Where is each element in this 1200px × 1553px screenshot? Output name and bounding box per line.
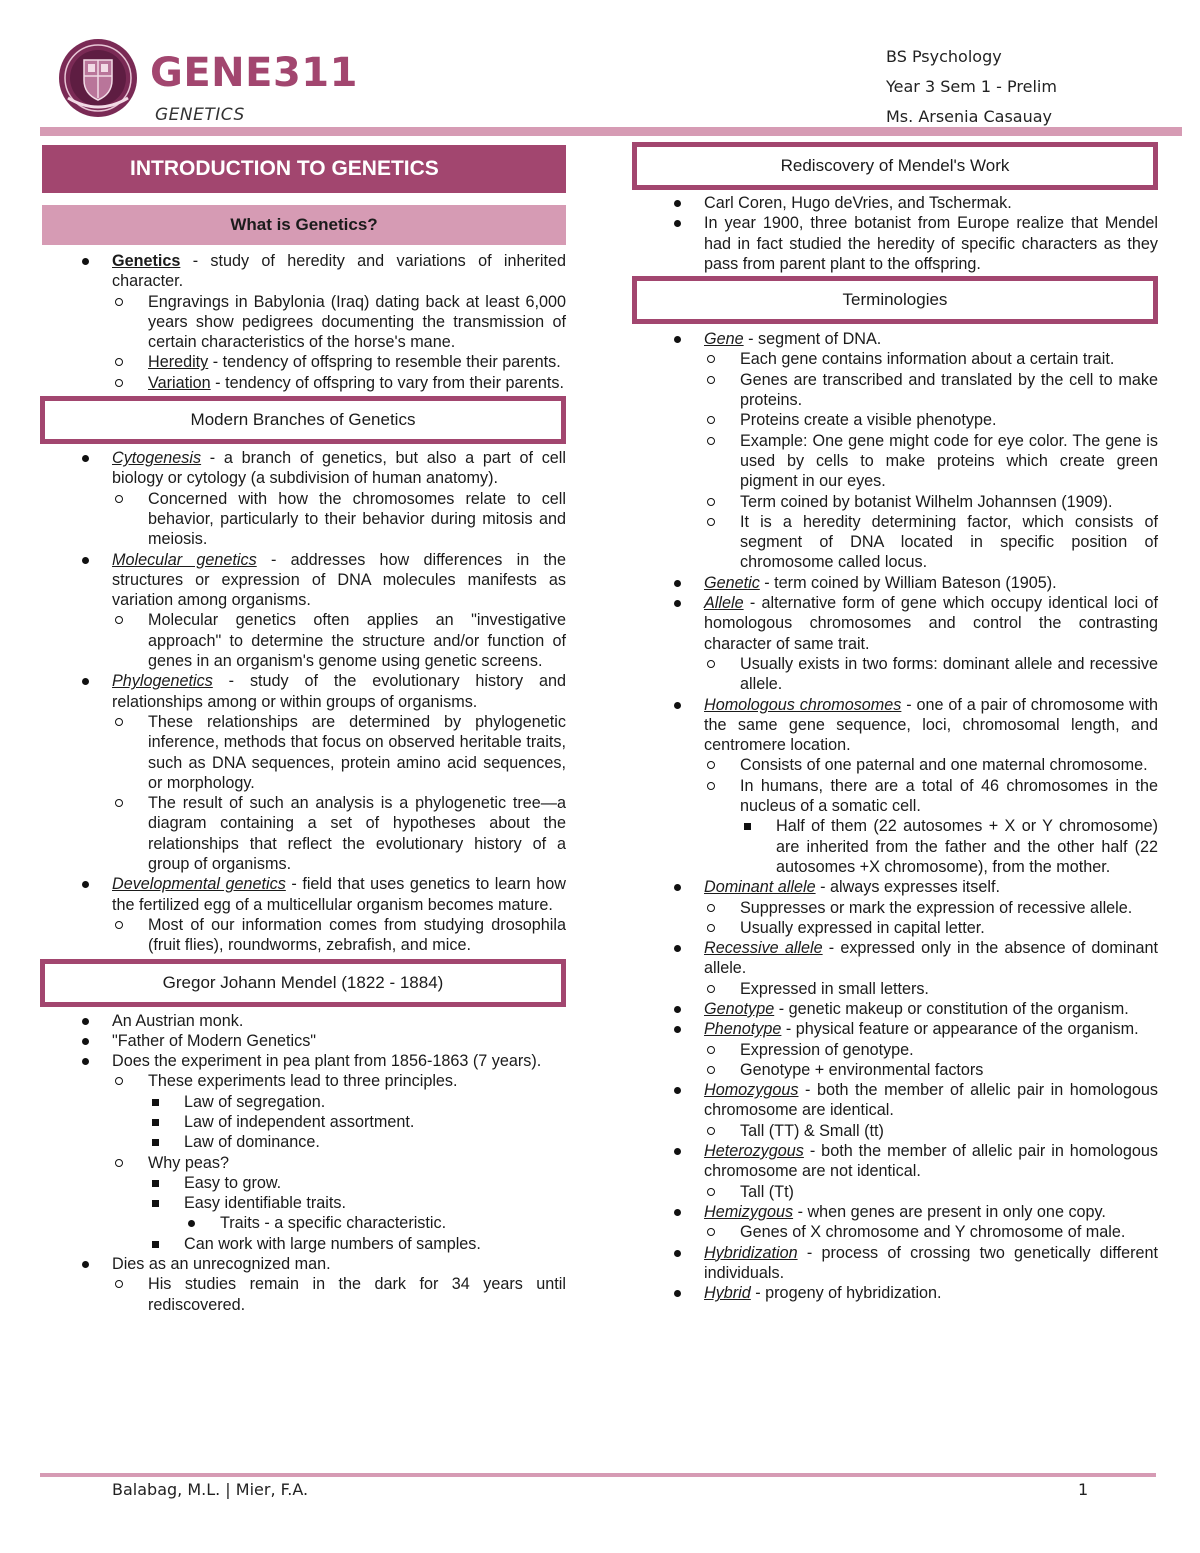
list-item — [632, 593, 1158, 694]
list-item: Law of segregation. — [148, 1092, 566, 1112]
list-item: Law of independent assortment. — [148, 1112, 566, 1132]
list-item: His studies remain in the dark for 34 years until rediscovered. — [112, 1274, 566, 1315]
list-item — [40, 251, 566, 393]
list-item: Genotype + environmental factors — [704, 1060, 1158, 1080]
list-item: Consists of one paternal and one maternal chromosome. — [704, 755, 1158, 775]
list-item — [112, 352, 566, 372]
list-item: Concerned with how the chromosomes relate to cell behavior, particularly to their behavior during mitosis and meiosis. — [112, 489, 566, 550]
term-definition: - physical feature or appearance of the organism. — [781, 1020, 1139, 1039]
list-item: Carl Coren, Hugo deVries, and Tschermak. — [632, 193, 1158, 213]
list-item — [632, 1019, 1158, 1080]
list-item — [632, 999, 1158, 1019]
course-name: GENETICS — [155, 105, 245, 125]
list-item: Tall (Tt) — [704, 1182, 1158, 1202]
term-homozygous: Homozygous — [704, 1081, 799, 1100]
list-item — [40, 874, 566, 955]
term-definition: - one of a pair of chromosome with the same gene sequence, loci, chromosomal length, and centromere location. — [704, 695, 1158, 755]
list-item: Molecular genetics often applies an "investigative approach" to determine the structure and/or function of genes in an organism's genome using genetic screens. — [112, 610, 566, 671]
list-item: In year 1900, three botanist from Europe realize that Mendel had in fact studied the heredity of specific characters as they pass from parent plant to the offspring. — [632, 213, 1158, 274]
course-meta — [886, 42, 1057, 132]
list-item — [632, 877, 1158, 938]
list-item: Suppresses or mark the expression of recessive allele. — [704, 898, 1158, 918]
term-definition: - study of the evolutionary history and relationships among or within groups of organisms. — [112, 672, 566, 711]
modern-branches-heading: Modern Branches of Genetics — [40, 396, 566, 444]
term-dominant-allele: Dominant allele — [704, 878, 816, 897]
list-item: Proteins create a visible phenotype. — [704, 410, 1158, 430]
program-label: BS Psychology — [886, 47, 1002, 66]
list-item: Genes are transcribed and translated by the cell to make proteins. — [704, 370, 1158, 411]
list-item: "Father of Modern Genetics" — [40, 1031, 566, 1051]
rediscovery-heading: Rediscovery of Mendel's Work — [632, 142, 1158, 190]
term-definition: - study of heredity and variations of inherited character. — [112, 252, 566, 291]
term-recessive-allele: Recessive allele — [704, 939, 823, 958]
term-phenotype: Phenotype — [704, 1020, 782, 1039]
list-item — [704, 776, 1158, 877]
list-item: Law of dominance. — [148, 1132, 566, 1152]
terminologies-heading: Terminologies — [632, 276, 1158, 324]
header-divider — [40, 127, 1182, 136]
list-item-text: Dies as an unrecognized man. — [112, 1255, 331, 1274]
list-item: Example: One gene might code for eye color. The gene is used by cells to make proteins which create green pigment in our eyes. — [704, 431, 1158, 492]
mendel-heading: Gregor Johann Mendel (1822 - 1884) — [40, 959, 566, 1007]
what-is-genetics-heading: What is Genetics? — [42, 205, 566, 245]
list-item — [632, 938, 1158, 999]
term-homologous-chromosomes: Homologous chromosomes — [704, 695, 902, 714]
term-label: Year 3 Sem 1 - Prelim — [886, 77, 1057, 96]
term-definition: - expressed only in the absence of dominant allele. — [704, 939, 1158, 978]
right-column — [632, 145, 1158, 1303]
term-definition: - alternative form of gene which occupy identical loci of homologous chromosomes and control the contrasting character of same trait. — [704, 594, 1158, 653]
term-variation: Variation — [148, 373, 211, 392]
list-item — [632, 695, 1158, 878]
page-number: 1 — [1078, 1480, 1089, 1499]
list-item: It is a heredity determining factor, which consists of segment of DNA located in specific position of chromosome called locus. — [704, 512, 1158, 573]
list-item — [632, 329, 1158, 573]
term-hybridization: Hybridization — [704, 1243, 798, 1262]
list-item: Usually exists in two forms: dominant allele and recessive allele. — [704, 654, 1158, 695]
list-item: Usually expressed in capital letter. — [704, 918, 1158, 938]
list-item: The result of such an analysis is a phylogenetic tree—a diagram containing a set of hypotheses about the relationships that reflect the evolutionary history of a group of organisms. — [112, 793, 566, 874]
list-item: Genes of X chromosome and Y chromosome of male. — [704, 1222, 1158, 1242]
list-item — [632, 1202, 1158, 1243]
term-definition: - genetic makeup or constitution of the organism. — [774, 999, 1129, 1018]
list-item — [632, 1243, 1158, 1284]
term-genetics: Genetics — [112, 252, 181, 270]
term-hybrid: Hybrid — [704, 1284, 751, 1303]
term-molecular-genetics: Molecular genetics — [112, 550, 257, 569]
term-heterozygous: Heterozygous — [704, 1142, 804, 1161]
left-column — [40, 145, 566, 1315]
university-seal-icon — [58, 38, 138, 118]
list-item: Half of them (22 autosomes + X or Y chromosome) are inherited from the father and the other half (22 autosomes +X chromosome), from the mother. — [740, 816, 1158, 877]
term-definition: - tendency of offspring to vary from their parents. — [210, 373, 564, 392]
list-item-text: Easy identifiable traits. — [184, 1194, 346, 1213]
term-genetic: Genetic — [704, 573, 760, 592]
footer-divider — [40, 1473, 1156, 1477]
list-item-text: In humans, there are a total of 46 chromosomes in the nucleus of a somatic cell. — [740, 776, 1158, 816]
term-definition: - a branch of genetics, but also a part of cell biology or cytology (a subdivision of human anatomy). — [112, 449, 566, 488]
list-item: Can work with large numbers of samples. — [148, 1234, 566, 1254]
term-hemizygous: Hemizygous — [704, 1202, 794, 1221]
list-item: Most of our information comes from studying drosophila (fruit flies), roundworms, zebrafish, and mice. — [112, 915, 566, 956]
list-item — [112, 373, 566, 393]
term-definition: - tendency of offspring to resemble their parents. — [208, 353, 561, 372]
list-item: Expression of genotype. — [704, 1040, 1158, 1060]
list-item: Engravings in Babylonia (Iraq) dating back at least 6,000 years show pedigrees documenting the transmission of certain characteristics of the horse's mane. — [112, 292, 566, 353]
list-item — [632, 1080, 1158, 1141]
list-item: Traits - a specific characteristic. — [184, 1213, 566, 1233]
list-item — [112, 1071, 566, 1152]
term-definition: - addresses how differences in the structures or expression of DNA molecules manifests as variation among organisms. — [112, 550, 566, 610]
list-item: Each gene contains information about a certain trait. — [704, 349, 1158, 369]
term-definition: - process of crossing two genetically different individuals. — [704, 1243, 1158, 1282]
list-item: Tall (TT) & Small (tt) — [704, 1121, 1158, 1141]
term-cytogenesis: Cytogenesis — [112, 449, 202, 468]
term-definition: - progeny of hybridization. — [750, 1284, 942, 1303]
page-header — [0, 0, 1200, 140]
list-item — [632, 1141, 1158, 1202]
footer-authors: Balabag, M.L. | Mier, F.A. — [112, 1480, 309, 1499]
term-phylogenetics: Phylogenetics — [112, 672, 213, 691]
list-item: Term coined by botanist Wilhelm Johannsen (1909). — [704, 492, 1158, 512]
term-developmental-genetics: Developmental genetics — [112, 875, 286, 894]
list-item — [40, 1254, 566, 1315]
list-item-text: Why peas? — [148, 1153, 229, 1172]
term-allele: Allele — [704, 594, 744, 613]
list-item — [148, 1193, 566, 1234]
course-code: GENE311 — [150, 50, 358, 96]
term-definition: - term coined by William Bateson (1905). — [759, 573, 1057, 592]
list-item — [40, 448, 566, 549]
list-item — [40, 671, 566, 874]
list-item — [40, 550, 566, 672]
list-item: An Austrian monk. — [40, 1011, 566, 1031]
term-heredity: Heredity — [148, 353, 209, 372]
mendel-list — [40, 1011, 566, 1315]
list-item: Expressed in small letters. — [704, 979, 1158, 999]
list-item — [632, 1283, 1158, 1303]
document-title: INTRODUCTION TO GENETICS — [42, 145, 566, 193]
rediscovery-list — [632, 193, 1158, 274]
term-definition: - both the member of allelic pair in homologous chromosome are identical. — [704, 1081, 1158, 1120]
list-item-text: These experiments lead to three principles. — [148, 1072, 458, 1091]
list-item-text: Does the experiment in pea plant from 1856-1863 (7 years). — [112, 1052, 542, 1071]
term-definition: - field that uses genetics to learn how the fertilized egg of a multicellular organism becomes mature. — [112, 875, 566, 914]
terminologies-list — [632, 329, 1158, 1303]
list-item: These relationships are determined by phylogenetic inference, methods that focus on observed heritable traits, such as DNA sequences, protein amino acid sequences, or morphology. — [112, 712, 566, 793]
list-item: Easy to grow. — [148, 1173, 566, 1193]
term-gene: Gene — [704, 330, 744, 349]
term-definition: - both the member of allelic pair in homologous chromosome are not identical. — [704, 1142, 1158, 1181]
instructor-label: Ms. Arsenia Casauay — [886, 107, 1053, 126]
list-item — [632, 573, 1158, 593]
term-definition: - segment of DNA. — [743, 330, 882, 349]
what-is-genetics-list — [40, 251, 566, 393]
term-definition: - when genes are present in only one copy. — [793, 1202, 1106, 1221]
list-item — [40, 1051, 566, 1254]
modern-branches-list — [40, 448, 566, 955]
term-genotype: Genotype — [704, 999, 775, 1018]
list-item — [112, 1153, 566, 1254]
term-definition: - always expresses itself. — [815, 878, 1000, 897]
